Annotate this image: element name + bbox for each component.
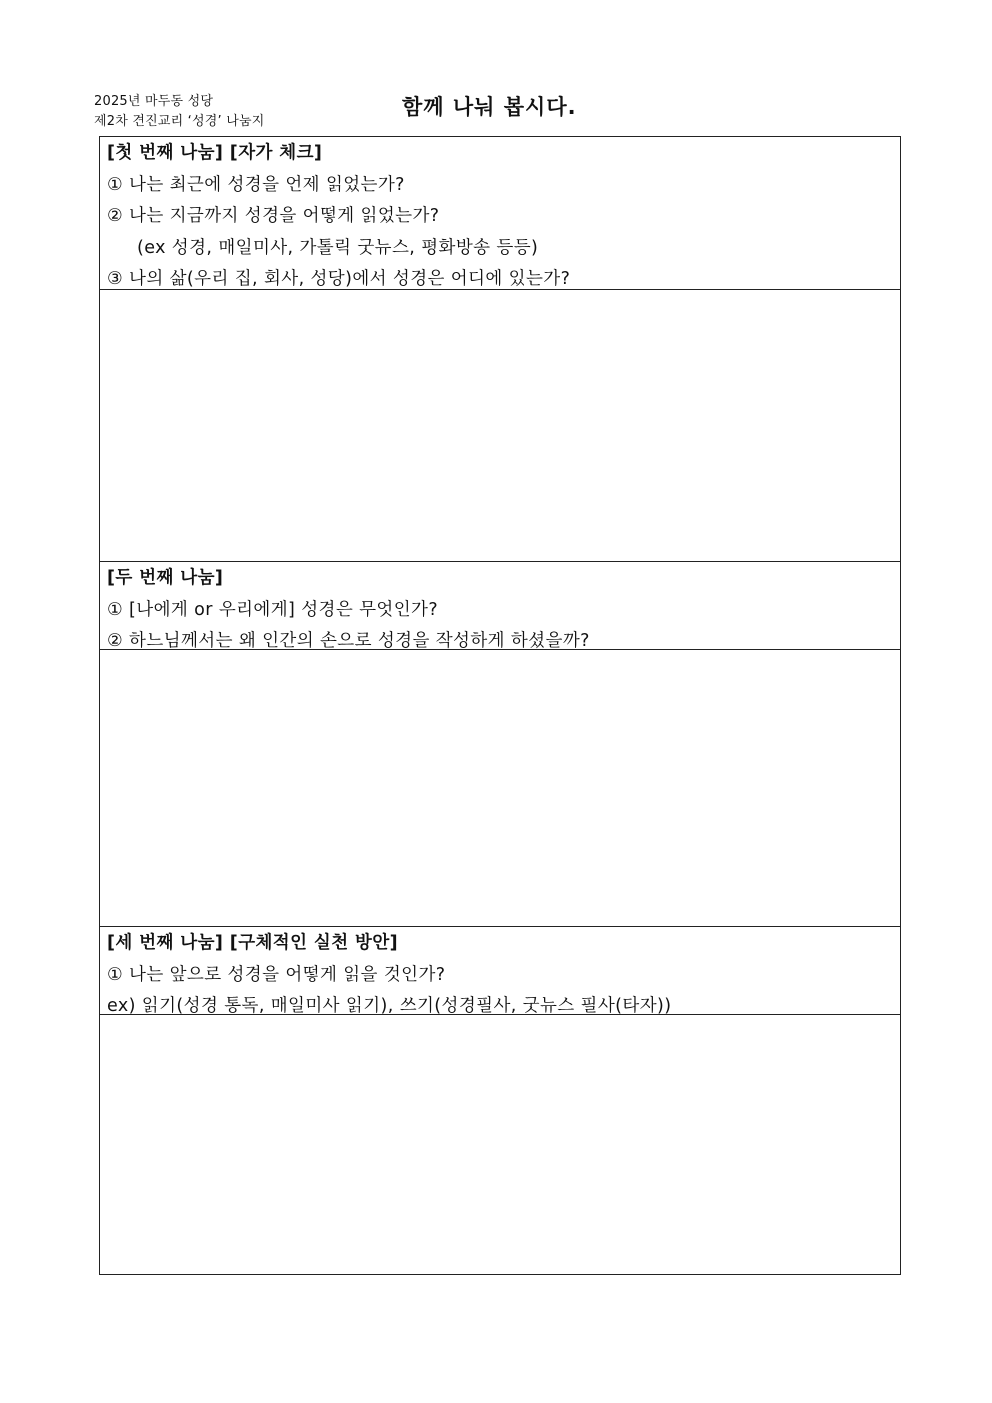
section-2-answer-area[interactable] [100,650,900,926]
section-1-questions [100,137,900,289]
page-title: 함께 나눠 봅시다. [402,95,577,119]
question-line: ① [나에게 or 우리에게] 성경은 무엇인가? [107,599,439,620]
sharing-sheet [99,136,901,1275]
section-2-questions [100,562,900,649]
session-line: 제2차 견진교리 ‘성경’ 나눔지 [94,114,265,129]
question-line: ③ 나의 삶(우리 집, 회사, 성당)에서 성경은 어디에 있는가? [107,269,571,289]
section-3-questions [100,927,900,1014]
section-2-heading: [두 번째 나눔] [107,568,224,588]
section-1-heading: [첫 번째 나눔] [자가 체크] [107,143,323,163]
section-1-answer-area[interactable] [100,290,900,561]
document-header-info [94,92,264,132]
question-example-line: (ex 성경, 매일미사, 가톨릭 굿뉴스, 평화방송 등등) [137,237,539,258]
question-line: ② 하느님께서는 왜 인간의 손으로 성경을 작성하게 하셨을까? [107,631,590,651]
question-line: ① 나는 최근에 성경을 언제 읽었는가? [107,174,405,195]
question-line: ① 나는 앞으로 성경을 어떻게 읽을 것인가? [107,964,446,985]
question-example-line: ex) 읽기(성경 통독, 매일미사 읽기), 쓰기(성경필사, 굿뉴스 필사(타자)) [107,996,672,1016]
question-line: ② 나는 지금까지 성경을 어떻게 읽었는가? [107,206,440,226]
parish-line: 2025년 마두동 성당 [94,94,214,109]
section-3-heading: [세 번째 나눔] [구체적인 실천 방안] [107,933,399,953]
section-3-answer-area[interactable] [100,1015,900,1274]
